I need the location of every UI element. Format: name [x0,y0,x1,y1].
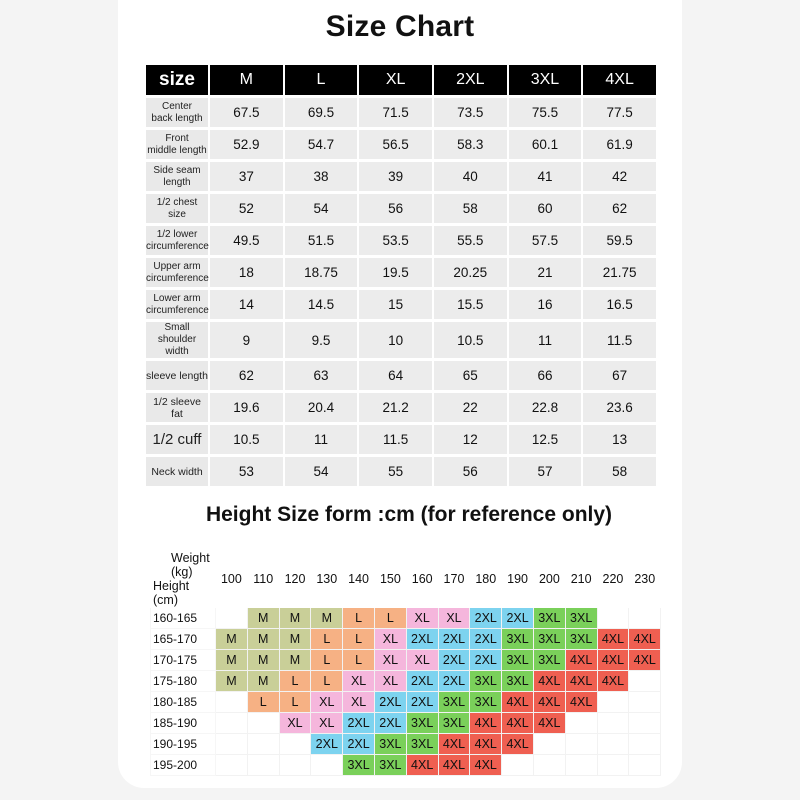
measurement-value: 65 [434,361,507,390]
empty-cell [311,755,343,776]
measurement-label: 1/2 cuff [146,425,208,454]
size-recommendation-cell: M [216,671,248,692]
size-recommendation-cell: 4XL [565,692,597,713]
size-recommendation-cell: M [311,608,343,629]
size-recommendation-cell: XL [374,629,406,650]
empty-cell [216,755,248,776]
measurement-value: 53.5 [359,226,432,255]
height-form-title: Height Size form :cm (for reference only) [205,503,613,526]
size-recommendation-cell: L [279,692,311,713]
height-range-label: 180-185 [151,692,216,713]
size-header-cell: 4XL [583,65,656,95]
height-row [151,755,661,776]
size-recommendation-cell: 3XL [470,692,502,713]
measurement-value: 41 [509,162,582,191]
size-recommendation-cell: M [247,629,279,650]
size-recommendation-cell: M [279,629,311,650]
size-recommendation-cell: 4XL [629,629,661,650]
measurement-value: 54 [285,457,358,486]
size-recommendation-cell: 4XL [406,755,438,776]
measurement-row [146,98,656,127]
size-recommendation-cell: 3XL [438,692,470,713]
size-header-label: size [146,65,208,95]
measurement-value: 56.5 [359,130,432,159]
empty-cell [279,755,311,776]
height-range-label: 170-175 [151,650,216,671]
measurement-value: 13 [583,425,656,454]
weight-header-cell: 200 [533,551,565,608]
measurement-value: 61.9 [583,130,656,159]
empty-cell [216,692,248,713]
size-recommendation-cell: M [216,629,248,650]
height-row [151,713,661,734]
measurement-value: 19.6 [210,393,283,422]
height-row [151,629,661,650]
measurement-row [146,322,656,358]
weight-header-cell: 110 [247,551,279,608]
size-recommendation-cell: 4XL [533,671,565,692]
measurement-row [146,457,656,486]
weight-header-cell: 150 [374,551,406,608]
measurement-value: 11.5 [583,322,656,358]
size-recommendation-cell: 2XL [343,713,375,734]
measurement-label: Center back length [146,98,208,127]
measurement-value: 54.7 [285,130,358,159]
size-recommendation-cell: 2XL [374,692,406,713]
size-recommendation-cell: 4XL [565,650,597,671]
size-recommendation-cell: 4XL [565,671,597,692]
measurement-value: 51.5 [285,226,358,255]
size-recommendation-cell: M [216,650,248,671]
measurement-row [146,361,656,390]
measurement-value: 22.8 [509,393,582,422]
empty-cell [629,671,661,692]
measurement-label: 1/2 chest size [146,194,208,223]
measurement-value: 9 [210,322,283,358]
measurement-value: 14 [210,290,283,319]
measurement-value: 56 [359,194,432,223]
measurement-value: 10.5 [434,322,507,358]
size-recommendation-cell: 4XL [470,713,502,734]
size-recommendation-cell: 3XL [406,713,438,734]
measurement-value: 75.5 [509,98,582,127]
measurement-value: 40 [434,162,507,191]
measurement-value: 12.5 [509,425,582,454]
height-row [151,650,661,671]
page-title: Size Chart [325,10,475,43]
empty-cell [565,755,597,776]
measurement-value: 10 [359,322,432,358]
measurement-value: 71.5 [359,98,432,127]
size-recommendation-cell: M [247,608,279,629]
weight-header-cell: 220 [597,551,629,608]
empty-cell [565,713,597,734]
height-range-label: 195-200 [151,755,216,776]
measurement-value: 58 [583,457,656,486]
size-recommendation-cell: 2XL [470,608,502,629]
size-recommendation-cell: M [279,650,311,671]
measurement-label: sleeve length [146,361,208,390]
height-range-label: 160-165 [151,608,216,629]
size-recommendation-cell: L [343,650,375,671]
weight-header-cell: 160 [406,551,438,608]
measurement-value: 52 [210,194,283,223]
measurement-value: 67 [583,361,656,390]
size-recommendation-cell: 3XL [502,629,534,650]
measurement-value: 55 [359,457,432,486]
size-header-cell: L [285,65,358,95]
measurement-value: 77.5 [583,98,656,127]
measurement-value: 14.5 [285,290,358,319]
measurement-value: 60 [509,194,582,223]
size-recommendation-cell: 3XL [565,608,597,629]
size-recommendation-cell: L [311,671,343,692]
weight-header-cell: 140 [343,551,375,608]
size-recommendation-cell: 3XL [533,608,565,629]
size-recommendation-cell: XL [374,650,406,671]
measurement-value: 57.5 [509,226,582,255]
size-recommendation-cell: 4XL [502,692,534,713]
measurement-label: Front middle length [146,130,208,159]
empty-cell [597,608,629,629]
height-range-label: 165-170 [151,629,216,650]
measurement-label: Lower arm circumference [146,290,208,319]
measurement-value: 11 [509,322,582,358]
measurement-row [146,290,656,319]
measurement-value: 52.9 [210,130,283,159]
size-recommendation-cell: 4XL [470,734,502,755]
size-recommendation-cell: 4XL [438,734,470,755]
empty-cell [597,755,629,776]
measurement-value: 16.5 [583,290,656,319]
size-recommendation-cell: 2XL [438,629,470,650]
size-recommendation-cell: XL [279,713,311,734]
size-chart-table [144,62,658,489]
empty-cell [279,734,311,755]
size-recommendation-cell: XL [343,692,375,713]
empty-cell [629,734,661,755]
height-row [151,608,661,629]
measurement-row [146,130,656,159]
size-recommendation-cell: L [311,650,343,671]
weight-header-cell: 100 [216,551,248,608]
size-recommendation-cell: 2XL [470,650,502,671]
measurement-value: 59.5 [583,226,656,255]
measurement-label: Neck width [146,457,208,486]
size-recommendation-cell: M [247,650,279,671]
empty-cell [597,734,629,755]
empty-cell [565,734,597,755]
measurement-value: 69.5 [285,98,358,127]
measurement-row [146,162,656,191]
size-recommendation-cell: 4XL [597,671,629,692]
size-recommendation-cell: 3XL [533,629,565,650]
empty-cell [247,755,279,776]
size-recommendation-cell: 2XL [406,692,438,713]
empty-cell [533,755,565,776]
size-recommendation-cell: 4XL [470,755,502,776]
measurement-value: 42 [583,162,656,191]
height-range-label: 175-180 [151,671,216,692]
size-recommendation-cell: 3XL [502,671,534,692]
measurement-value: 38 [285,162,358,191]
size-recommendation-cell: 2XL [406,671,438,692]
size-recommendation-cell: 3XL [502,650,534,671]
measurement-row [146,425,656,454]
size-recommendation-cell: 2XL [438,650,470,671]
size-recommendation-cell: 3XL [565,629,597,650]
measurement-value: 15 [359,290,432,319]
measurement-value: 20.25 [434,258,507,287]
size-recommendation-cell: XL [406,650,438,671]
size-recommendation-cell: 4XL [597,629,629,650]
size-recommendation-cell: 2XL [502,608,534,629]
measurement-value: 53 [210,457,283,486]
measurement-label: Side seam length [146,162,208,191]
size-recommendation-cell: 2XL [311,734,343,755]
height-row [151,692,661,713]
size-recommendation-cell: 4XL [629,650,661,671]
measurement-value: 12 [434,425,507,454]
measurement-row [146,194,656,223]
size-recommendation-cell: M [247,671,279,692]
size-recommendation-cell: 3XL [374,755,406,776]
size-recommendation-cell: 4XL [502,713,534,734]
measurement-value: 11.5 [359,425,432,454]
measurement-value: 11 [285,425,358,454]
empty-cell [597,713,629,734]
measurement-value: 49.5 [210,226,283,255]
size-chart-header-row [146,65,656,95]
measurement-row [146,226,656,255]
measurement-value: 62 [210,361,283,390]
size-recommendation-cell: XL [343,671,375,692]
height-range-label: 185-190 [151,713,216,734]
size-recommendation-cell: XL [406,608,438,629]
size-recommendation-cell: 2XL [470,629,502,650]
weight-header-cell: 130 [311,551,343,608]
size-recommendation-cell: 3XL [438,713,470,734]
measurement-value: 54 [285,194,358,223]
measurement-value: 37 [210,162,283,191]
empty-cell [597,692,629,713]
weight-axis-label: Weight (kg) [171,551,210,579]
measurement-value: 19.5 [359,258,432,287]
size-recommendation-cell: 3XL [533,650,565,671]
measurement-value: 56 [434,457,507,486]
measurement-value: 58.3 [434,130,507,159]
measurement-label: 1/2 lower circumference [146,226,208,255]
measurement-value: 58 [434,194,507,223]
size-recommendation-cell: XL [311,713,343,734]
measurement-value: 10.5 [210,425,283,454]
measurement-value: 9.5 [285,322,358,358]
size-header-cell: 2XL [434,65,507,95]
empty-cell [247,713,279,734]
empty-cell [216,713,248,734]
empty-cell [216,734,248,755]
empty-cell [629,692,661,713]
measurement-value: 67.5 [210,98,283,127]
grid-axis-labels [151,551,216,608]
measurement-label: Upper arm circumference [146,258,208,287]
size-recommendation-cell: XL [374,671,406,692]
measurement-value: 21 [509,258,582,287]
measurement-row [146,393,656,422]
measurement-value: 20.4 [285,393,358,422]
measurement-value: 23.6 [583,393,656,422]
empty-cell [247,734,279,755]
measurement-value: 66 [509,361,582,390]
size-header-cell: 3XL [509,65,582,95]
empty-cell [629,713,661,734]
empty-cell [629,755,661,776]
weight-header-cell: 190 [502,551,534,608]
measurement-value: 16 [509,290,582,319]
size-header-cell: M [210,65,283,95]
height-axis-label: Height (cm) [153,579,190,607]
empty-cell [216,608,248,629]
measurement-value: 18 [210,258,283,287]
weight-header-cell: 120 [279,551,311,608]
weight-header-cell: 230 [629,551,661,608]
size-recommendation-cell: L [343,608,375,629]
measurement-value: 64 [359,361,432,390]
size-recommendation-cell: L [279,671,311,692]
measurement-value: 63 [285,361,358,390]
size-recommendation-cell: 2XL [406,629,438,650]
measurement-value: 57 [509,457,582,486]
size-recommendation-cell: XL [438,608,470,629]
measurement-value: 21.75 [583,258,656,287]
size-recommendation-cell: L [374,608,406,629]
size-recommendation-cell: 3XL [374,734,406,755]
size-recommendation-cell: 3XL [470,671,502,692]
measurement-value: 55.5 [434,226,507,255]
size-recommendation-cell: 4XL [438,755,470,776]
measurement-value: 73.5 [434,98,507,127]
size-recommendation-cell: 4XL [533,692,565,713]
size-header-cell: XL [359,65,432,95]
size-recommendation-cell: L [247,692,279,713]
size-recommendation-cell: 2XL [374,713,406,734]
size-recommendation-cell: XL [311,692,343,713]
measurement-value: 18.75 [285,258,358,287]
size-recommendation-cell: 4XL [533,713,565,734]
size-recommendation-cell: M [279,608,311,629]
measurement-label: Small shoulder width [146,322,208,358]
empty-cell [533,734,565,755]
empty-cell [502,755,534,776]
measurement-value: 15.5 [434,290,507,319]
size-recommendation-cell: L [343,629,375,650]
empty-cell [629,608,661,629]
height-weight-grid [150,550,661,776]
weight-header-cell: 170 [438,551,470,608]
measurement-label: 1/2 sleeve fat [146,393,208,422]
measurement-row [146,258,656,287]
measurement-value: 39 [359,162,432,191]
measurement-value: 60.1 [509,130,582,159]
measurement-value: 62 [583,194,656,223]
weight-header-cell: 180 [470,551,502,608]
size-recommendation-cell: 4XL [597,650,629,671]
height-row [151,671,661,692]
measurement-value: 21.2 [359,393,432,422]
size-recommendation-cell: 2XL [343,734,375,755]
size-recommendation-cell: L [311,629,343,650]
size-recommendation-cell: 3XL [343,755,375,776]
size-recommendation-cell: 2XL [438,671,470,692]
measurement-value: 22 [434,393,507,422]
size-recommendation-cell: 3XL [406,734,438,755]
size-recommendation-cell: 4XL [502,734,534,755]
weight-header-cell: 210 [565,551,597,608]
height-row [151,734,661,755]
height-range-label: 190-195 [151,734,216,755]
